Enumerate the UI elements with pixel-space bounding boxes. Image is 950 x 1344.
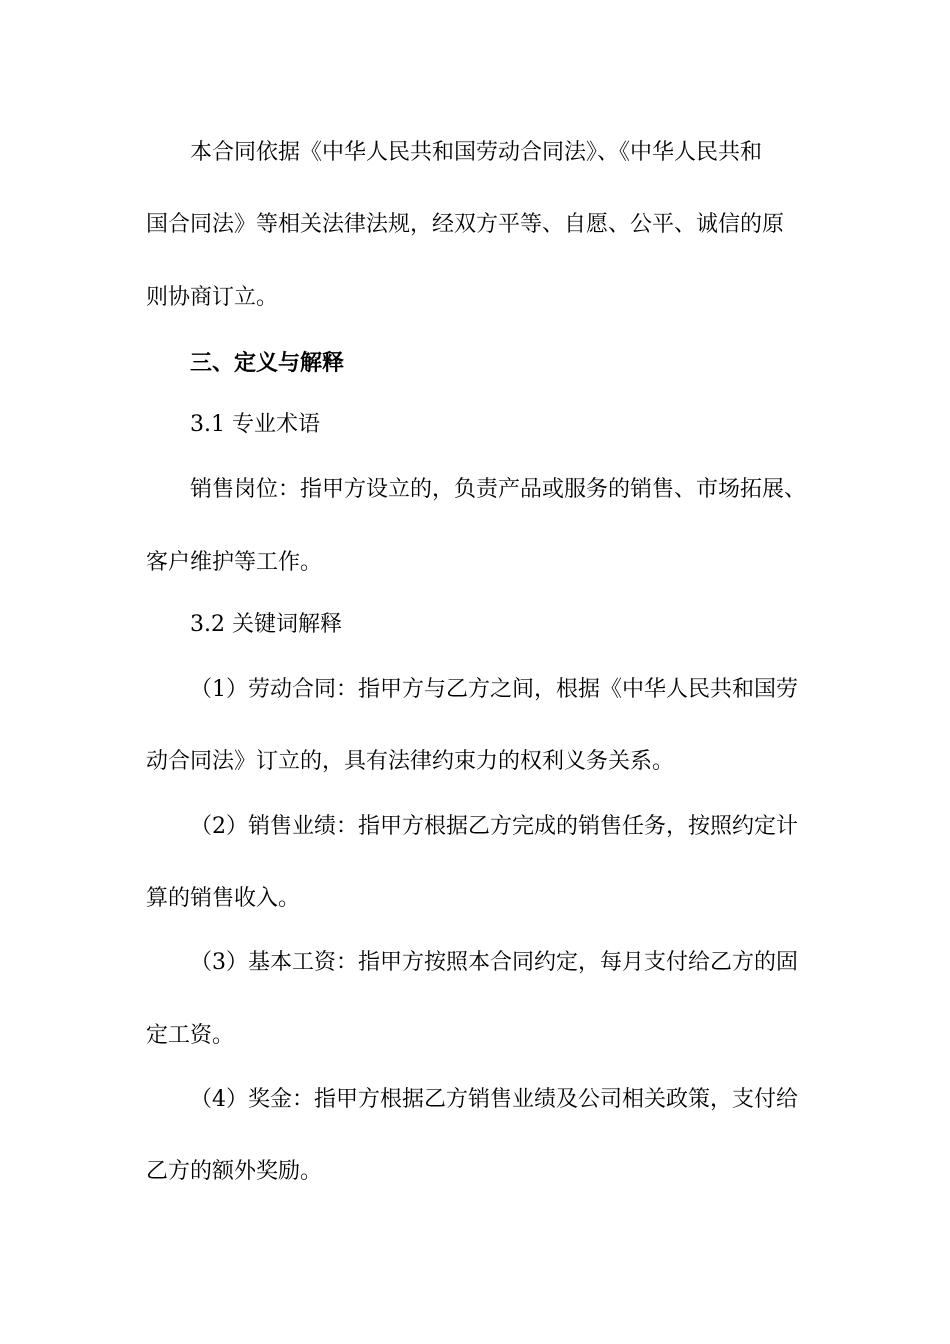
intro-line-1: 本合同依据《中华人民共和国劳动合同法》、《中华人民共和: [190, 140, 763, 165]
clause-2-line-1: （2）销售业绩：指甲方根据乙方完成的销售任务，按照约定计: [190, 814, 798, 839]
clause-1-line-2: 动合同法》订立的，具有法律约束力的权利义务关系。: [146, 749, 675, 774]
clause-3-line-1: （3）基本工资：指甲方按照本合同约定，每月支付给乙方的固: [190, 950, 798, 975]
clause-4-line-2: 乙方的额外奖励。: [146, 1159, 323, 1184]
section-heading: 三、定义与解释: [190, 350, 345, 376]
clause-2-line-2: 算的销售收入。: [146, 886, 301, 911]
clause-3-line-2: 定工资。: [146, 1023, 235, 1048]
clause-4-line-1: （4）奖金：指甲方根据乙方销售业绩及公司相关政策，支付给: [190, 1087, 798, 1112]
clause-1-line-1: （1）劳动合同：指甲方与乙方之间，根据《中华人民共和国劳: [190, 677, 798, 702]
subsection-heading-3-2: 3.2 关键词解释: [190, 612, 342, 637]
definition-line-1: 销售岗位：指甲方设立的，负责产品或服务的销售、市场拓展、: [190, 477, 807, 502]
intro-line-2: 国合同法》等相关法律法规，经双方平等、自愿、公平、诚信的原: [146, 212, 785, 237]
definition-line-2: 客户维护等工作。: [146, 550, 323, 575]
intro-line-3: 则协商订立。: [146, 285, 279, 310]
subsection-heading-3-1: 3.1 专业术语: [190, 412, 320, 437]
